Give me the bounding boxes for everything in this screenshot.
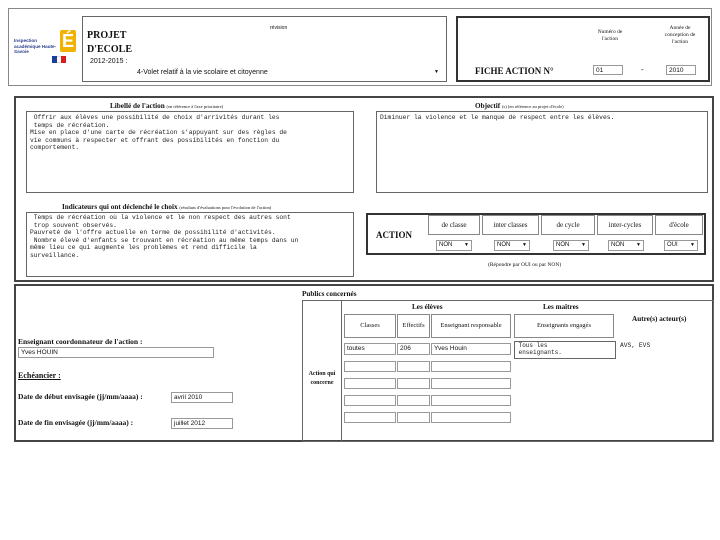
libelle-title <box>110 102 223 110</box>
annee-field[interactable]: 2010 <box>666 65 696 75</box>
autres-title: Autre(s) acteur(s) <box>632 315 687 323</box>
libelle-text: Offrir aux élèves une possibilité de choix d'arrivités durant les temps de récréation. Mise en place d'une carte de récréation s'appuyant sur des règles de vie communs à respecter et offrant des possibilités en fonction du comportement. <box>30 114 287 152</box>
row5-effectifs[interactable] <box>397 412 430 423</box>
marianne-flag-icon <box>52 56 66 63</box>
fiche-label: FICHE ACTION N° <box>475 66 554 76</box>
indicateurs-title-text: Indicateurs qui ont déclenché le choix <box>62 203 178 211</box>
logo-letter: É <box>62 31 75 51</box>
objectifs-textarea[interactable] <box>376 111 708 193</box>
indicateurs-text: Temps de récréation où la violence et le non respect des autres sont trop souvent observés. Pauvreté de l'offre actuelle en terme de possibilité d'activités. Nombre élevé d'enfants se trouvant en récréation au même temps dans un même lieu ce qui augmente les problèmes et rend difficile la surveillance. <box>30 214 299 259</box>
action-label: ACTION <box>376 230 413 240</box>
project-title-line1: PROJET <box>87 30 127 41</box>
select-inter-classes-value: NON <box>497 242 511 248</box>
row4-effectifs[interactable] <box>397 395 430 406</box>
objectifs-title-text: Objectif <box>475 102 501 110</box>
chevron-down-icon: ▼ <box>636 242 641 248</box>
publics-title: Publics concernés <box>302 290 357 298</box>
fin-label: Date de fin envisagée (jj/mm/aaaa) : <box>18 418 134 427</box>
col-de-classe: de classe <box>428 215 480 235</box>
chevron-down-icon: ▼ <box>464 242 469 248</box>
numero-field[interactable]: 01 <box>593 65 623 75</box>
row1-enseignant[interactable]: Yves Houin <box>431 343 511 355</box>
libelle-title-note: (en référence à l'axe prioritaire) <box>166 104 224 109</box>
chevron-down-icon: ▼ <box>581 242 586 248</box>
axis-select[interactable] <box>135 67 441 78</box>
chevron-down-icon: ▼ <box>434 69 439 75</box>
select-de-cycle[interactable] <box>553 240 589 251</box>
fin-field[interactable]: juillet 2012 <box>171 418 233 429</box>
publics-action-label: Action qui concerne <box>308 371 336 386</box>
echeancier-label: Echéancier : <box>18 371 61 380</box>
coordonnateur-label: Enseignant coordonnateur de l'action : <box>18 337 143 346</box>
indicateurs-textarea[interactable] <box>26 212 354 277</box>
select-d-ecole-value: OUI <box>667 242 678 248</box>
select-de-classe[interactable] <box>436 240 472 251</box>
chevron-down-icon: ▼ <box>522 242 527 248</box>
row4-classes[interactable] <box>344 395 396 406</box>
col-enseignant: Enseignant responsable <box>431 314 511 338</box>
col-d-ecole: d'école <box>655 215 703 235</box>
select-inter-cycles-value: NON <box>611 242 625 248</box>
row3-classes[interactable] <box>344 378 396 389</box>
axis-select-value: 4-Volet relatif à la vie scolaire et citoyenne <box>137 69 268 76</box>
row2-enseignant[interactable] <box>431 361 511 372</box>
objectifs-title <box>475 102 564 110</box>
action-hint: (Répondre par OUI ou par NON) <box>488 262 562 268</box>
academy-text: Inspection académique Haute-Savoie <box>14 38 57 54</box>
indicateurs-title-note: (résultats d'évaluations pour l'évolution de l'action) <box>179 205 272 210</box>
coordonnateur-field[interactable]: Yves HOUIN <box>18 347 214 358</box>
select-inter-cycles[interactable] <box>608 240 644 251</box>
numero-label: Numéro de l'action <box>597 29 623 42</box>
row2-effectifs[interactable] <box>397 361 430 372</box>
select-inter-classes[interactable] <box>494 240 530 251</box>
col-classes: Classes <box>344 314 396 338</box>
row3-enseignant[interactable] <box>431 378 511 389</box>
academy-logo <box>14 30 76 66</box>
col-engages: Enseignants engagés <box>514 314 614 338</box>
col-de-cycle: de cycle <box>541 215 595 235</box>
objectifs-text: Diminuer la violence et le manque de respect entre les élèves. <box>380 114 615 121</box>
libelle-title-text: Libellé de l'action <box>110 102 165 110</box>
row1-effectifs[interactable]: 206 <box>397 343 430 355</box>
row1-engages[interactable]: Tous les enseignants. <box>514 341 616 359</box>
project-years: 2012-2015 : <box>90 58 128 65</box>
numero-dash: - <box>641 65 644 74</box>
col-inter-classes: inter classes <box>482 215 539 235</box>
debut-label: Date de début envisagée (jj/mm/aaaa) : <box>18 392 143 401</box>
maitres-title: Les maîtres <box>543 303 579 311</box>
row5-enseignant[interactable] <box>431 412 511 423</box>
objectifs-title-note: (s) (en référence au projet d'école) <box>501 104 564 109</box>
row4-enseignant[interactable] <box>431 395 511 406</box>
row3-effectifs[interactable] <box>397 378 430 389</box>
select-de-classe-value: NON <box>439 242 453 248</box>
col-effectifs: Effectifs <box>397 314 430 338</box>
debut-field[interactable]: avril 2010 <box>171 392 233 403</box>
col-inter-cycles: inter-cycles <box>597 215 653 235</box>
row5-classes[interactable] <box>344 412 396 423</box>
annee-label: Année de conception de l'action <box>664 25 696 45</box>
top-note: révision <box>270 25 288 31</box>
project-title-line2: D'ECOLE <box>87 44 133 55</box>
libelle-textarea[interactable] <box>26 111 354 193</box>
indicateurs-title <box>62 203 271 211</box>
select-de-cycle-value: NON <box>556 242 570 248</box>
row2-classes[interactable] <box>344 361 396 372</box>
eleves-title: Les élèves <box>412 303 443 311</box>
select-d-ecole[interactable] <box>664 240 698 251</box>
row1-autres[interactable]: AVS, EVS <box>620 342 651 349</box>
row1-classes[interactable]: toutes <box>344 343 396 355</box>
chevron-down-icon: ▼ <box>690 242 695 248</box>
